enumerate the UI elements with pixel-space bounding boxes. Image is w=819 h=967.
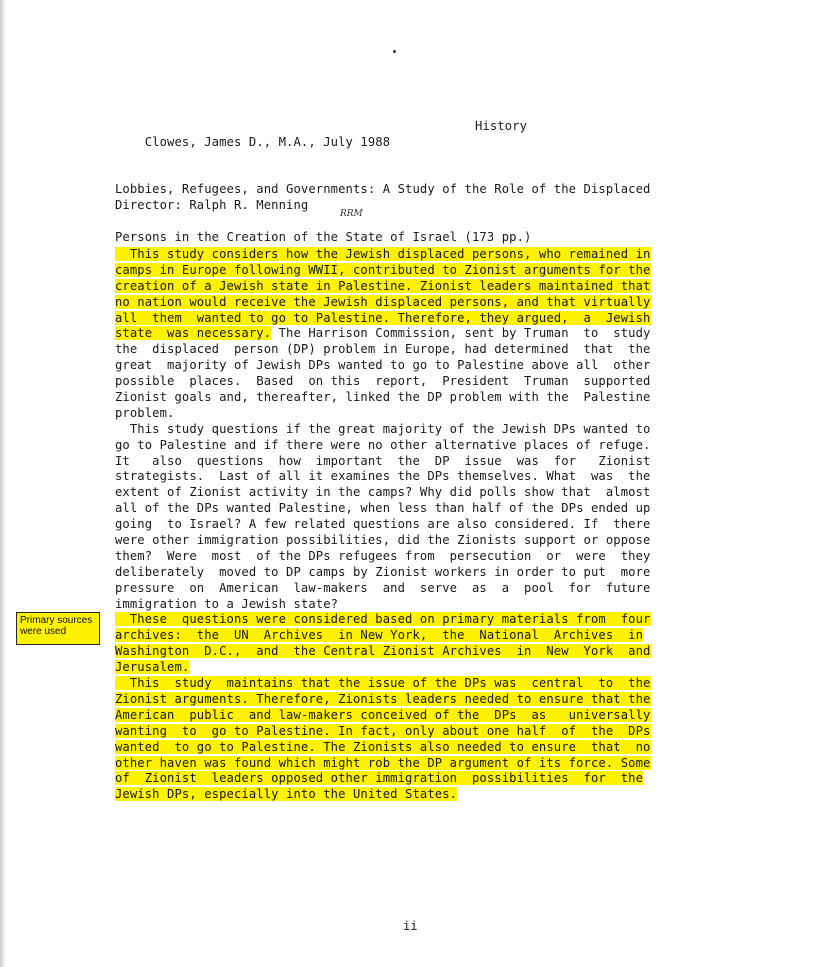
abstract-line <box>115 692 705 708</box>
plain-text: them? Were most of the DPs refugees from persecution or were they <box>115 548 651 563</box>
title-line: Lobbies, Refugees, and Governments: A Study of the Role of the Displaced <box>115 181 651 196</box>
highlighted-text: all them wanted to go to Palestine. Therefore, they argued, a Jewish <box>115 310 651 325</box>
plain-text: extent of Zionist activity in the camps? Why did polls show that almost <box>115 485 651 500</box>
plain-text: the displaced person (DP) problem in Europe, had determined that the <box>115 342 651 357</box>
highlighted-text: This study maintains that the issue of the DPs was central to the <box>115 676 651 691</box>
abstract-line <box>115 454 705 470</box>
plain-text: This study questions if the great majority of the Jewish DPs wanted to <box>115 421 651 436</box>
highlighted-text: camps in Europe following WWII, contributed to Zionist arguments for the <box>115 262 651 277</box>
plain-text: deliberately moved to DP camps by Zionist workers in order to put more <box>115 564 651 579</box>
abstract-line <box>115 469 705 485</box>
abstract-line <box>115 517 705 533</box>
abstract-line <box>115 485 705 501</box>
comment-annotation[interactable]: Primary sources were used <box>16 612 100 645</box>
abstract-line <box>115 756 705 772</box>
scan-speck <box>393 50 396 53</box>
director-line: Director: Ralph R. Menning <box>115 198 309 212</box>
abstract-line <box>115 565 705 581</box>
abstract-line <box>115 533 705 549</box>
highlighted-text: creation of a Jewish state in Palestine. Zionist leaders maintained that <box>115 278 651 293</box>
author-line: Clowes, James D., M.A., July 1988 <box>144 134 391 149</box>
plain-text: pressure on American law-makers and serve as a pool for future <box>115 580 651 595</box>
abstract-line <box>115 597 705 613</box>
abstract-line <box>115 358 705 374</box>
plain-text: were other immigration possibilities, did the Zionists support or oppose <box>115 533 651 548</box>
plain-text: all of the DPs wanted Palestine, when less than half of the DPs ended up <box>115 501 651 516</box>
plain-text: strategists. Last of all it examines the DPs themselves. What was the <box>115 469 651 484</box>
abstract-line <box>115 279 705 295</box>
abstract-line <box>115 295 705 311</box>
director-initials-signature: RRM <box>340 209 363 219</box>
abstract-line <box>115 708 705 724</box>
highlighted-text: Jerusalem. <box>115 660 190 675</box>
abstract-line <box>115 740 705 756</box>
plain-text: Zionist goals and, thereafter, linked the DP problem with the Palestine <box>115 390 651 405</box>
highlighted-text: wanted to go to Palestine. The Zionists also needed to ensure that no <box>115 739 651 754</box>
abstract-line <box>115 771 705 787</box>
highlighted-text: This study considers how the Jewish displaced persons, who remained in <box>115 247 651 261</box>
highlighted-text: Jewish DPs, especially into the United States. <box>115 787 458 802</box>
abstract-line <box>115 501 705 517</box>
plain-text: going to Israel? A few related questions are also considered. If there <box>115 517 651 532</box>
abstract-line <box>115 724 705 740</box>
highlighted-text: state was necessary. <box>115 326 272 341</box>
abstract-line <box>115 311 705 327</box>
plain-text: The Harrison Commission, sent by Truman to study <box>271 326 651 341</box>
abstract-line <box>115 406 705 422</box>
title-line: Persons in the Creation of the State of Israel (173 pp.) <box>115 229 532 244</box>
abstract-line <box>115 660 705 676</box>
plain-text: problem. <box>115 405 175 420</box>
abstract-text <box>115 247 705 803</box>
highlighted-text: These questions were considered based on primary materials from four <box>115 612 651 627</box>
highlighted-text: Zionist arguments. Therefore, Zionists leaders needed to ensure that the <box>115 691 651 706</box>
abstract-line <box>115 581 705 597</box>
abstract-line <box>115 612 705 628</box>
highlighted-text: Washington D.C., and the Central Zionist Archives in New York and <box>115 644 651 659</box>
highlighted-text: wanting to go to Palestine. In fact, only about one half of the DPs <box>115 723 651 738</box>
plain-text: immigration to a Jewish state? <box>115 596 339 611</box>
abstract-line <box>115 422 705 438</box>
plain-text: great majority of Jewish DPs wanted to go to Palestine above all other <box>115 358 651 373</box>
abstract-line <box>115 263 705 279</box>
abstract-line <box>115 247 705 263</box>
abstract-line <box>115 549 705 565</box>
abstract-line <box>115 787 705 803</box>
plain-text: go to Palestine and if there were no other alternative places of refuge. <box>115 437 651 452</box>
highlighted-text: no nation would receive the Jewish displaced persons, and that virtually <box>115 294 651 309</box>
abstract-line <box>115 438 705 454</box>
abstract-line <box>115 374 705 390</box>
page-number: ii <box>403 919 418 933</box>
plain-text: possible places. Based on this report, President Truman supported <box>115 374 651 389</box>
abstract-line <box>115 644 705 660</box>
abstract-line <box>115 676 705 692</box>
abstract-line <box>115 628 705 644</box>
department-label: History <box>475 119 528 133</box>
abstract-line <box>115 326 705 342</box>
highlighted-text: of Zionist leaders opposed other immigration possibilities for the <box>115 771 644 786</box>
abstract-line <box>115 390 705 406</box>
plain-text: It also questions how important the DP issue was for Zionist <box>115 453 651 468</box>
highlighted-text: other haven was found which might rob the DP argument of its force. Some <box>115 755 651 770</box>
highlighted-text: American public and law-makers conceived of the DPs as universally <box>115 707 651 722</box>
highlighted-text: archives: the UN Archives in New York, the National Archives in <box>115 628 644 643</box>
abstract-line <box>115 342 705 358</box>
